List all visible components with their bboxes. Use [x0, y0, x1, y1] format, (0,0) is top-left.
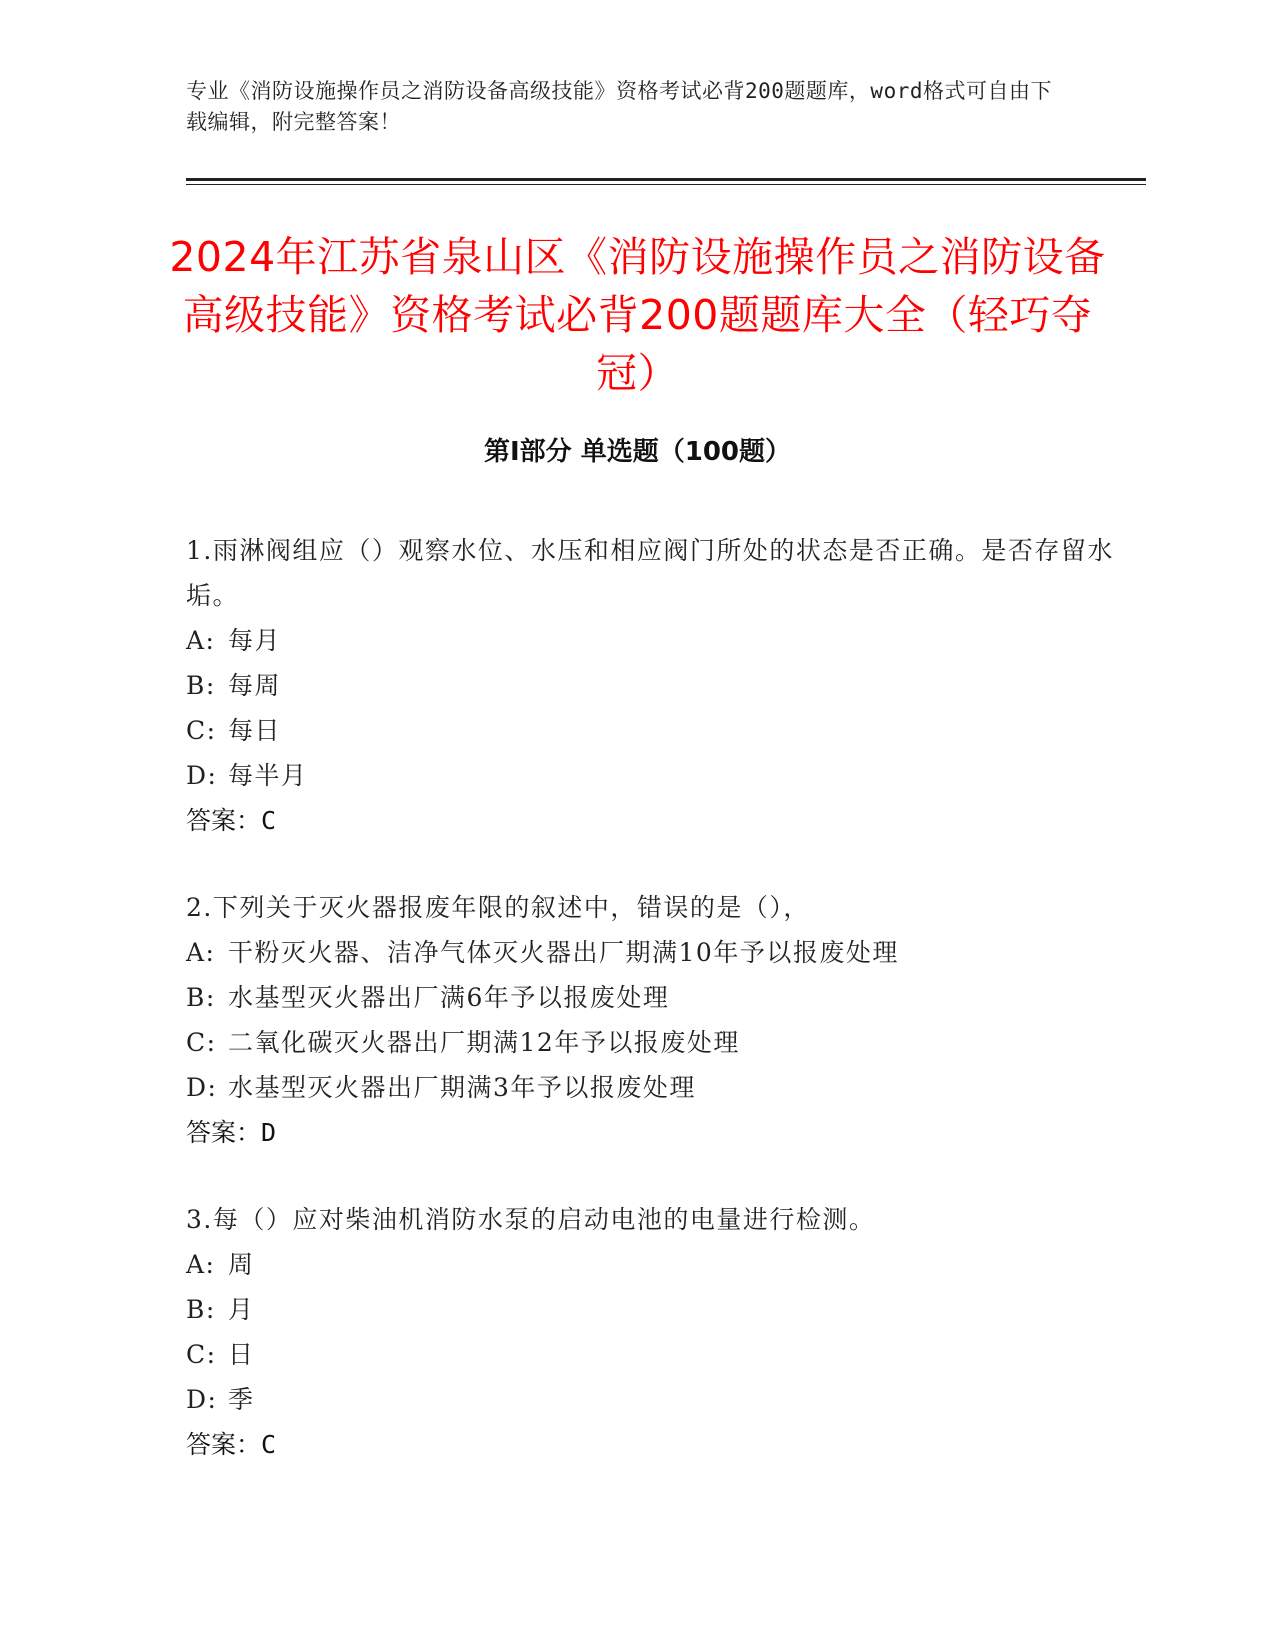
answer-line — [186, 1110, 1116, 1155]
option-b — [186, 663, 1116, 708]
question-list — [186, 528, 1116, 1509]
option-letter: A: — [186, 1250, 216, 1279]
answer-value: C — [261, 806, 277, 835]
document-title: 2024年江苏省泉山区《消防设施操作员之消防设备高级技能》资格考试必背200题题库大全（轻巧夺冠） — [169, 233, 1106, 397]
answer-value: C — [261, 1430, 277, 1459]
option-text: 每半月 — [228, 761, 308, 790]
option-b — [186, 1287, 1116, 1332]
answer-label: 答案： — [186, 1430, 262, 1459]
option-text: 月 — [228, 1295, 255, 1324]
option-letter: C: — [186, 1340, 217, 1369]
option-text: 每月 — [228, 626, 282, 655]
header-note: 专业《消防设施操作员之消防设备高级技能》资格考试必背200题题库，word格式可自由下载编辑，附完整答案！ — [186, 79, 1052, 134]
question-item — [186, 1197, 1116, 1467]
option-d — [186, 1065, 1116, 1110]
option-a — [186, 1242, 1116, 1287]
option-letter: A: — [186, 938, 216, 967]
option-a — [186, 618, 1116, 663]
option-text: 季 — [228, 1385, 255, 1414]
option-letter: C: — [186, 716, 217, 745]
question-item — [186, 885, 1116, 1155]
option-letter: A: — [186, 626, 216, 655]
answer-line — [186, 798, 1116, 843]
option-text: 周 — [228, 1250, 255, 1279]
question-stem: 3.每（）应对柴油机消防水泵的启动电池的电量进行检测。 — [186, 1205, 876, 1234]
option-text: 干粉灭火器、洁净气体灭火器出厂期满10年予以报废处理 — [228, 938, 899, 967]
option-text: 水基型灭火器出厂期满3年予以报废处理 — [228, 1073, 696, 1102]
answer-line — [186, 1422, 1116, 1467]
option-letter: D: — [186, 1073, 218, 1102]
option-letter: D: — [186, 1385, 218, 1414]
question-item — [186, 528, 1116, 843]
option-text: 每周 — [228, 671, 282, 700]
option-letter: D: — [186, 761, 218, 790]
option-a — [186, 930, 1116, 975]
option-text: 水基型灭火器出厂满6年予以报废处理 — [228, 983, 670, 1012]
section-heading: 第Ⅰ部分 单选题（100题） — [484, 437, 791, 467]
answer-label: 答案： — [186, 1118, 262, 1147]
option-c — [186, 1020, 1116, 1065]
option-c — [186, 1332, 1116, 1377]
header-rule-thin — [186, 184, 1146, 185]
option-d — [186, 1377, 1116, 1422]
question-stem: 1.雨淋阀组应（）观察水位、水压和相应阀门所处的状态是否正确。是否存留水垢。 — [186, 536, 1114, 610]
answer-label: 答案： — [186, 806, 262, 835]
option-text: 日 — [228, 1340, 255, 1369]
answer-value: D — [261, 1118, 277, 1147]
option-letter: B: — [186, 671, 216, 700]
question-stem: 2.下列关于灭火器报废年限的叙述中，错误的是（）， — [186, 893, 810, 922]
option-b — [186, 975, 1116, 1020]
option-d — [186, 753, 1116, 798]
option-letter: B: — [186, 983, 216, 1012]
option-letter: C: — [186, 1028, 217, 1057]
option-letter: B: — [186, 1295, 216, 1324]
option-text: 每日 — [228, 716, 282, 745]
header-rule-thick — [186, 178, 1146, 181]
option-text: 二氧化碳灭火器出厂期满12年予以报废处理 — [228, 1028, 740, 1057]
option-c — [186, 708, 1116, 753]
